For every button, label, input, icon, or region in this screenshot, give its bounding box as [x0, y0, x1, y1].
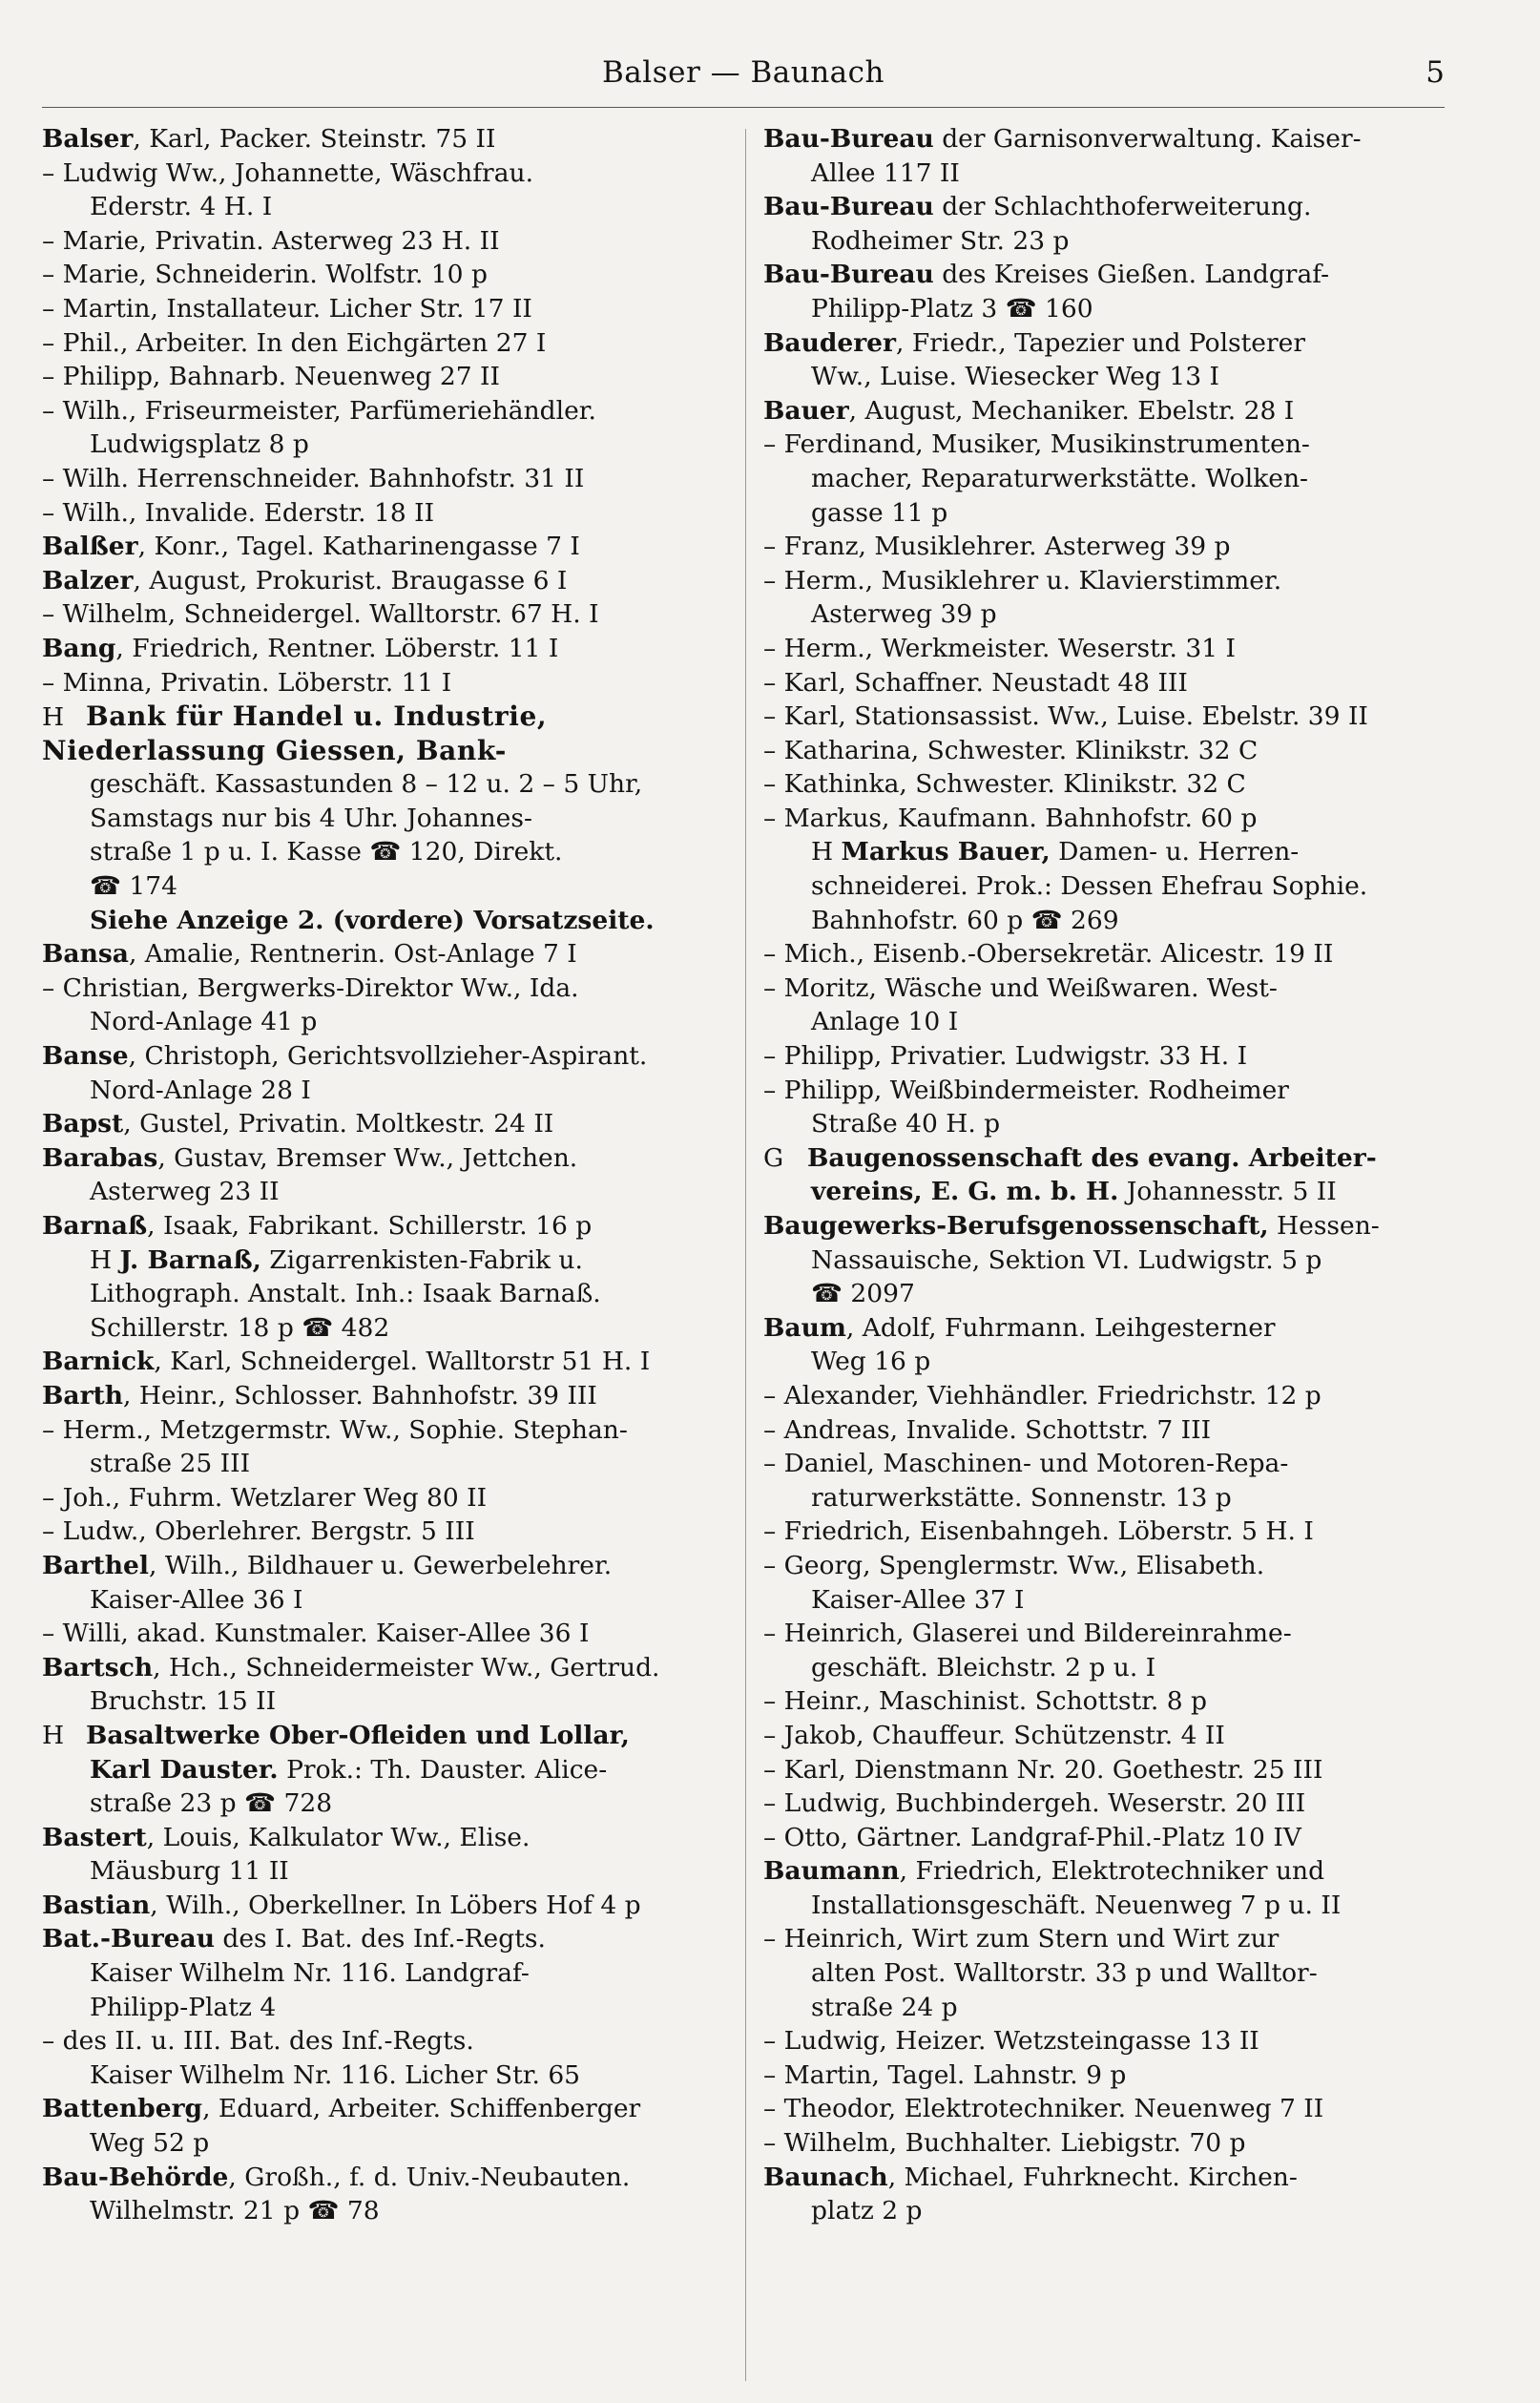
directory-line — [42, 835, 729, 869]
directory-line — [763, 869, 1443, 904]
directory-line — [763, 1515, 1443, 1549]
page-number: 5 — [1426, 55, 1445, 90]
directory-line — [42, 1889, 729, 1923]
entry-text: Bastert, Louis, Kalkulator Ww., Elise. — [42, 1822, 531, 1852]
entry-text: – Marie, Schneiderin. Wolfstr. 10 p — [42, 260, 488, 290]
directory-line — [42, 1753, 729, 1787]
entry-text: Niederlassung Giessen, Bank- — [42, 734, 507, 766]
entry-text: schneiderei. Prok.: Dessen Ehefrau Sophie. — [811, 871, 1368, 902]
entry-text: Ww., Luise. Wiesecker Weg 13 I — [811, 362, 1219, 392]
directory-line — [42, 632, 729, 666]
entry-text: Balzer, August, Prokurist. Braugasse 6 I — [42, 565, 568, 596]
entry-text: – Ludwig Ww., Johannette, Wäschfrau. — [42, 157, 533, 188]
directory-line — [42, 869, 729, 904]
entry-name: Battenberg — [42, 2094, 203, 2124]
entry-text: – Markus, Kaufmann. Bahnhofstr. 60 p — [763, 803, 1258, 833]
directory-line — [763, 1107, 1443, 1141]
entry-text: Bauderer, Friedr., Tapezier und Polsterer — [763, 327, 1305, 358]
directory-line — [763, 530, 1443, 564]
entry-text: Bank für Handel u. Industrie, — [86, 700, 548, 733]
directory-line — [763, 360, 1443, 394]
entry-text: Kaiser-Allee 36 I — [90, 1584, 303, 1615]
entry-text: – Philipp, Weißbindermeister. Rodheimer — [763, 1075, 1289, 1105]
entry-name: Bauer — [763, 395, 849, 426]
entry-name: Bang — [42, 633, 116, 663]
directory-line — [763, 1039, 1443, 1074]
directory-line — [42, 2194, 729, 2228]
entry-text: Bau-Bureau der Schlachthoferweiterung. — [763, 192, 1312, 222]
directory-line — [763, 258, 1443, 292]
directory-line — [42, 1515, 729, 1549]
directory-line — [42, 224, 729, 259]
entry-text: – Karl, Schaffner. Neustadt 48 III — [763, 667, 1188, 698]
directory-line — [763, 496, 1443, 531]
directory-line — [763, 1753, 1443, 1787]
directory-line — [42, 157, 729, 191]
entry-text: Bauer, August, Mechaniker. Ebelstr. 28 I — [763, 395, 1295, 426]
directory-line — [42, 1311, 729, 1346]
entry-text: – Herm., Metzgermstr. Ww., Sophie. Stephan- — [42, 1414, 628, 1445]
directory-line — [763, 734, 1443, 768]
entry-text: – Friedrich, Eisenbahngeh. Löberstr. 5 H. I — [763, 1516, 1314, 1547]
directory-line — [42, 972, 729, 1006]
directory-line — [42, 1005, 729, 1039]
entry-text: – Herm., Werkmeister. Weserstr. 31 I — [763, 633, 1237, 663]
directory-line — [763, 1889, 1443, 1923]
entry-text: straße 24 p — [811, 1992, 958, 2022]
directory-line — [763, 937, 1443, 972]
directory-line — [42, 1277, 729, 1311]
directory-line — [42, 1209, 729, 1243]
entry-text: – Moritz, Wäsche und Weißwaren. West- — [763, 972, 1278, 1003]
directory-line — [763, 1175, 1443, 1209]
entry-text: – Ludwig, Heizer. Wetzsteingasse 13 II — [763, 2026, 1259, 2057]
directory-line — [42, 428, 729, 462]
entry-text: Nord-Anlage 28 I — [90, 1075, 311, 1105]
directory-line — [763, 1991, 1443, 2025]
entry-text: Battenberg, Eduard, Arbeiter. Schiffenberger — [42, 2094, 641, 2124]
entry-marker: G — [763, 1142, 784, 1173]
entry-text: Bansa, Amalie, Rentnerin. Ost-Anlage 7 I — [42, 939, 577, 970]
directory-line — [763, 224, 1443, 259]
directory-line — [763, 428, 1443, 462]
entry-name: Bau-Bureau — [763, 192, 934, 222]
entry-name: Banse — [42, 1041, 129, 1072]
entry-text: Anlage 10 I — [811, 1007, 959, 1037]
entry-text: – Heinrich, Glaserei und Bildereinrahme- — [763, 1619, 1292, 1649]
directory-line — [42, 190, 729, 224]
directory-line — [42, 2126, 729, 2161]
directory-line — [42, 1684, 729, 1719]
directory-line — [763, 122, 1443, 157]
directory-line — [42, 530, 729, 564]
entry-text: platz 2 p — [811, 2196, 923, 2226]
directory-line — [763, 1956, 1443, 1991]
entry-text: – Georg, Spenglermstr. Ww., Elisabeth. — [763, 1550, 1265, 1580]
entry-marker: H — [42, 1720, 65, 1750]
entry-text: Baunach, Michael, Fuhrknecht. Kirchen- — [763, 2162, 1298, 2192]
left-column — [42, 122, 729, 2228]
directory-line — [42, 904, 729, 938]
directory-line — [763, 1922, 1443, 1956]
directory-line — [763, 2126, 1443, 2161]
directory-line — [42, 700, 729, 734]
entry-text: – Jakob, Chauffeur. Schützenstr. 4 II — [763, 1720, 1225, 1750]
entry-text: Bastian, Wilh., Oberkellner. In Löbers Hof 4 p — [42, 1890, 641, 1920]
directory-line — [763, 597, 1443, 632]
entry-text: – Otto, Gärtner. Landgraf-Phil.-Platz 10 IV — [763, 1822, 1301, 1852]
entry-text: Kaiser Wilhelm Nr. 116. Landgraf- — [90, 1958, 530, 1989]
directory-line — [763, 1074, 1443, 1108]
entry-name: Markus Bauer, — [841, 837, 1051, 867]
entry-text: alten Post. Walltorstr. 33 p und Walltor- — [811, 1958, 1318, 1989]
entry-text: – Herm., Musiklehrer u. Klavierstimmer. — [763, 565, 1282, 596]
directory-line — [42, 666, 729, 700]
entry-text: – Ferdinand, Musiker, Musikinstrumenten- — [763, 429, 1310, 460]
directory-line — [763, 1549, 1443, 1583]
directory-line — [42, 1617, 729, 1651]
directory-line — [42, 1651, 729, 1685]
directory-line — [42, 1481, 729, 1515]
entry-text: – Daniel, Maschinen- und Motoren-Repa- — [763, 1449, 1289, 1479]
directory-line — [763, 632, 1443, 666]
entry-name: J. Barnaß, — [119, 1244, 261, 1275]
entry-text: Wilhelmstr. 21 p ☎ 78 — [90, 2196, 380, 2226]
entry-text: Barnick, Karl, Schneidergel. Walltorstr 51 H. I — [42, 1347, 651, 1377]
entry-text: Barabas, Gustav, Bremser Ww., Jettchen. — [42, 1142, 578, 1173]
directory-line — [763, 700, 1443, 734]
directory-line — [42, 1821, 729, 1855]
entry-text: Barthel, Wilh., Bildhauer u. Gewerbelehrer. — [42, 1550, 613, 1580]
entry-text: Installationsgeschäft. Neuenweg 7 p u. II — [811, 1890, 1342, 1920]
directory-line — [42, 394, 729, 428]
entry-text: – Kathinka, Schwester. Klinikstr. 32 C — [763, 769, 1246, 800]
entry-text: Philipp-Platz 4 — [90, 1992, 277, 2022]
entry-name: Balßer — [42, 532, 138, 562]
entry-text: macher, Reparaturwerkstätte. Wolken- — [811, 463, 1308, 493]
directory-line — [763, 326, 1443, 361]
entry-text: – Philipp, Bahnarb. Neuenweg 27 II — [42, 362, 500, 392]
entry-text: Baugenossenschaft des evang. Arbeiter- — [807, 1142, 1377, 1173]
entry-text: Asterweg 23 II — [90, 1177, 280, 1207]
entry-text: – Wilhelm, Buchhalter. Liebigstr. 70 p — [763, 2128, 1246, 2159]
entry-text: Allee 117 II — [811, 157, 960, 188]
entry-text: – Mich., Eisenb.-Obersekretär. Alicestr. 19 II — [763, 939, 1334, 970]
entry-text: Schillerstr. 18 p ☎ 482 — [90, 1312, 390, 1343]
directory-line — [763, 2194, 1443, 2228]
directory-line — [42, 326, 729, 361]
directory-line — [763, 1379, 1443, 1413]
entry-text: straße 25 III — [90, 1449, 251, 1479]
entry-text: Bahnhofstr. 60 p ☎ 269 — [811, 905, 1119, 935]
entry-text: ☎ 2097 — [811, 1279, 915, 1309]
entry-name: Bartsch — [42, 1652, 154, 1682]
directory-line — [42, 462, 729, 496]
entry-text: Bartsch, Hch., Schneidermeister Ww., Gertrud. — [42, 1652, 660, 1682]
entry-text: straße 23 p ☎ 728 — [90, 1788, 333, 1819]
entry-text: Kaiser-Allee 37 I — [811, 1584, 1025, 1615]
entry-text: Basaltwerke Ober-Ofleiden und Lollar, — [86, 1720, 630, 1750]
entry-name: Bansa — [42, 939, 129, 970]
directory-line — [42, 1854, 729, 1889]
entry-text: Mäusburg 11 II — [90, 1856, 289, 1887]
entry-text: – Willi, akad. Kunstmaler. Kaiser-Allee 36 I — [42, 1619, 590, 1649]
entry-text: straße 1 p u. I. Kasse ☎ 120, Direkt. — [90, 837, 563, 867]
directory-line — [763, 835, 1443, 869]
directory-line — [42, 122, 729, 157]
entry-text: – Theodor, Elektrotechniker. Neuenweg 7 II — [763, 2094, 1324, 2124]
entry-text: Ederstr. 4 H. I — [90, 192, 273, 222]
entry-name: Balser — [42, 124, 134, 154]
entry-name: Baumann — [763, 1856, 900, 1887]
column-divider — [745, 129, 746, 2381]
entry-text: – Ludwig, Buchbindergeh. Weserstr. 20 III — [763, 1788, 1306, 1819]
entry-text: – Andreas, Invalide. Schottstr. 7 III — [763, 1414, 1212, 1445]
entry-text: Weg 52 p — [90, 2128, 210, 2159]
entry-text: – des II. u. III. Bat. des Inf.-Regts. — [42, 2026, 474, 2057]
entry-text: Weg 16 p — [811, 1347, 931, 1377]
directory-line — [42, 734, 729, 768]
entry-name: Barabas — [42, 1142, 158, 1173]
directory-line — [763, 462, 1443, 496]
entry-text: – Katharina, Schwester. Klinikstr. 32 C — [763, 735, 1259, 765]
entry-name: Barnick — [42, 1347, 155, 1377]
directory-line — [42, 1379, 729, 1413]
directory-line — [42, 2161, 729, 2195]
entry-name: Bat.-Bureau — [42, 1924, 215, 1954]
directory-line — [763, 292, 1443, 326]
directory-line — [763, 767, 1443, 802]
entry-name: vereins, E. G. m. b. H. — [811, 1177, 1119, 1207]
directory-line — [763, 1243, 1443, 1278]
directory-line — [42, 2024, 729, 2058]
entry-text: Nassauische, Sektion VI. Ludwigstr. 5 p — [811, 1244, 1322, 1275]
entry-text: Baum, Adolf, Fuhrmann. Leihgesterner — [763, 1312, 1276, 1343]
entry-text: – Alexander, Viehhändler. Friedrichstr. 12 p — [763, 1380, 1321, 1410]
entry-text: – Phil., Arbeiter. In den Eichgärten 27 I — [42, 327, 547, 358]
entry-name: Barth — [42, 1380, 124, 1410]
directory-line — [763, 1684, 1443, 1719]
entry-name: Bauderer — [763, 327, 897, 358]
entry-text: – Wilh., Friseurmeister, Parfümeriehändler. — [42, 395, 596, 426]
directory-line — [42, 1345, 729, 1379]
directory-line — [763, 2161, 1443, 2195]
directory-line — [42, 1413, 729, 1448]
entry-text: – Minna, Privatin. Löberstr. 11 I — [42, 667, 452, 698]
directory-line — [763, 1617, 1443, 1651]
directory-line — [763, 1854, 1443, 1889]
directory-line — [42, 258, 729, 292]
entry-name: Bau-Bureau — [763, 260, 934, 290]
entry-text: – Heinrich, Wirt zum Stern und Wirt zur — [763, 1924, 1280, 1954]
running-title: Balser — Baunach — [602, 55, 884, 90]
entry-text: – Philipp, Privatier. Ludwigstr. 33 H. I — [763, 1041, 1248, 1072]
entry-text: Lithograph. Anstalt. Inh.: Isaak Barnaß. — [90, 1279, 601, 1309]
directory-line — [763, 2092, 1443, 2126]
entry-name: Bastian — [42, 1890, 151, 1920]
entry-text: Karl Dauster. Prok.: Th. Dauster. Alice- — [90, 1754, 608, 1785]
directory-line — [763, 1447, 1443, 1481]
entry-text: Rodheimer Str. 23 p — [811, 225, 1070, 256]
directory-line — [42, 1074, 729, 1108]
directory-line — [763, 190, 1443, 224]
directory-line — [763, 802, 1443, 836]
entry-text: – Martin, Tagel. Lahnstr. 9 p — [763, 2059, 1127, 2090]
directory-line — [763, 2024, 1443, 2058]
directory-line — [763, 1719, 1443, 1753]
entry-text: – Wilhelm, Schneidergel. Walltorstr. 67 H. I — [42, 599, 599, 630]
directory-line — [42, 2092, 729, 2126]
entry-text: gasse 11 p — [811, 497, 948, 528]
entry-text: – Joh., Fuhrm. Wetzlarer Weg 80 II — [42, 1482, 488, 1513]
directory-line — [763, 1651, 1443, 1685]
entry-text: Balser, Karl, Packer. Steinstr. 75 II — [42, 124, 496, 154]
directory-line — [42, 1243, 729, 1278]
entry-text: Nord-Anlage 41 p — [90, 1007, 318, 1037]
entry-name: Barnaß — [42, 1211, 148, 1241]
entry-name: Bau-Behörde — [42, 2162, 229, 2192]
directory-line — [42, 292, 729, 326]
directory-line — [42, 1549, 729, 1583]
entry-text: Bat.-Bureau des I. Bat. des Inf.-Regts. — [42, 1924, 546, 1954]
entry-text: Siehe Anzeige 2. (vordere) Vorsatzseite. — [90, 905, 655, 935]
entry-text: raturwerkstätte. Sonnenstr. 13 p — [811, 1482, 1232, 1513]
entry-text: Bapst, Gustel, Privatin. Moltkestr. 24 II — [42, 1109, 554, 1139]
entry-text: Bang, Friedrich, Rentner. Löberstr. 11 I — [42, 633, 559, 663]
entry-text: Balßer, Konr., Tagel. Katharinengasse 7 I — [42, 532, 580, 562]
directory-line — [763, 1345, 1443, 1379]
directory-line — [42, 1141, 729, 1176]
entry-text: – Ludw., Oberlehrer. Bergstr. 5 III — [42, 1516, 475, 1547]
entry-text: – Wilh. Herrenschneider. Bahnhofstr. 31 II — [42, 463, 585, 493]
entry-text: – Marie, Privatin. Asterweg 23 H. II — [42, 225, 500, 256]
directory-line — [42, 496, 729, 531]
entry-text: Banse, Christoph, Gerichtsvollzieher-Aspirant. — [42, 1041, 648, 1072]
directory-line — [42, 597, 729, 632]
entry-text: – Franz, Musiklehrer. Asterweg 39 p — [763, 532, 1231, 562]
entry-text: – Heinr., Maschinist. Schottstr. 8 p — [763, 1686, 1208, 1717]
directory-line — [42, 1956, 729, 1991]
directory-line — [42, 1447, 729, 1481]
entry-text: Bruchstr. 15 II — [90, 1686, 277, 1717]
directory-line — [42, 1719, 729, 1753]
entry-text: H J. Barnaß, Zigarrenkisten-Fabrik u. — [90, 1244, 583, 1275]
directory-line — [763, 1413, 1443, 1448]
entry-name: Baugewerks-Berufsgenossenschaft, — [763, 1211, 1269, 1241]
directory-line — [763, 1787, 1443, 1821]
directory-line — [42, 937, 729, 972]
entry-name: Baum — [763, 1312, 846, 1343]
entry-name: Baunach — [763, 2162, 888, 2192]
entry-text: Baumann, Friedrich, Elektrotechniker und — [763, 1856, 1325, 1887]
directory-line — [42, 564, 729, 598]
running-header — [42, 55, 1445, 108]
right-column — [763, 122, 1443, 2228]
directory-line — [763, 666, 1443, 700]
directory-line — [763, 1277, 1443, 1311]
entry-text: Asterweg 39 p — [811, 599, 997, 630]
directory-line — [763, 1311, 1443, 1346]
directory-line — [42, 360, 729, 394]
directory-line — [763, 1821, 1443, 1855]
directory-line — [763, 1141, 1443, 1176]
entry-text: Bau-Bureau der Garnisonverwaltung. Kaiser- — [763, 124, 1362, 154]
directory-line — [42, 1922, 729, 1956]
directory-line — [763, 2058, 1443, 2093]
directory-line — [763, 1005, 1443, 1039]
directory-line — [763, 157, 1443, 191]
directory-line — [42, 802, 729, 836]
directory-line — [763, 1481, 1443, 1515]
directory-line — [763, 1209, 1443, 1243]
entry-marker: H — [42, 702, 65, 733]
directory-line — [42, 1039, 729, 1074]
directory-line — [42, 1583, 729, 1618]
entry-name: Bapst — [42, 1109, 124, 1139]
entry-text: Straße 40 H. p — [811, 1109, 1001, 1139]
entry-name: Balzer — [42, 565, 134, 596]
directory-line — [42, 1175, 729, 1209]
entry-text: Bau-Bureau des Kreises Gießen. Landgraf- — [763, 260, 1330, 290]
entry-text: Kaiser Wilhelm Nr. 116. Licher Str. 65 — [90, 2059, 581, 2090]
entry-text: H Markus Bauer, Damen- u. Herren- — [811, 837, 1300, 867]
entry-text: Baugewerks-Berufsgenossenschaft, Hessen- — [763, 1211, 1380, 1241]
entry-text: – Christian, Bergwerks-Direktor Ww., Ida. — [42, 972, 579, 1003]
directory-line — [42, 1107, 729, 1141]
entry-text: Barnaß, Isaak, Fabrikant. Schillerstr. 16 p — [42, 1211, 593, 1241]
entry-name: Barthel — [42, 1550, 149, 1580]
directory-line — [763, 972, 1443, 1006]
entry-text: Samstags nur bis 4 Uhr. Johannes- — [90, 803, 532, 833]
entry-name: Bau-Bureau — [763, 124, 934, 154]
entry-text: – Karl, Stationsassist. Ww., Luise. Ebelstr. 39 II — [763, 701, 1368, 732]
entry-text: – Karl, Dienstmann Nr. 20. Goethestr. 25 III — [763, 1754, 1323, 1785]
entry-text: Bau-Behörde, Großh., f. d. Univ.-Neubauten. — [42, 2162, 631, 2192]
entry-name: Karl Dauster. — [90, 1754, 279, 1785]
entry-text: Philipp-Platz 3 ☎ 160 — [811, 293, 1093, 324]
directory-line — [42, 2058, 729, 2093]
entry-text: – Martin, Installateur. Licher Str. 17 II — [42, 293, 532, 324]
entry-text: Barth, Heinr., Schlosser. Bahnhofstr. 39 III — [42, 1380, 597, 1410]
directory-line — [763, 394, 1443, 428]
directory-line — [42, 1991, 729, 2025]
entry-name: Bastert — [42, 1822, 147, 1852]
entry-text: geschäft. Kassastunden 8 – 12 u. 2 – 5 Uhr, — [90, 769, 643, 800]
directory-line — [763, 564, 1443, 598]
directory-line — [763, 1583, 1443, 1618]
entry-text: Ludwigsplatz 8 p — [90, 429, 309, 460]
directory-line — [42, 767, 729, 802]
entry-text: geschäft. Bleichstr. 2 p u. I — [811, 1652, 1156, 1682]
entry-text: – Wilh., Invalide. Ederstr. 18 II — [42, 497, 435, 528]
entry-text: vereins, E. G. m. b. H. Johannesstr. 5 II — [811, 1177, 1337, 1207]
directory-line — [42, 1787, 729, 1821]
directory-line — [763, 904, 1443, 938]
entry-text: ☎ 174 — [90, 871, 178, 902]
